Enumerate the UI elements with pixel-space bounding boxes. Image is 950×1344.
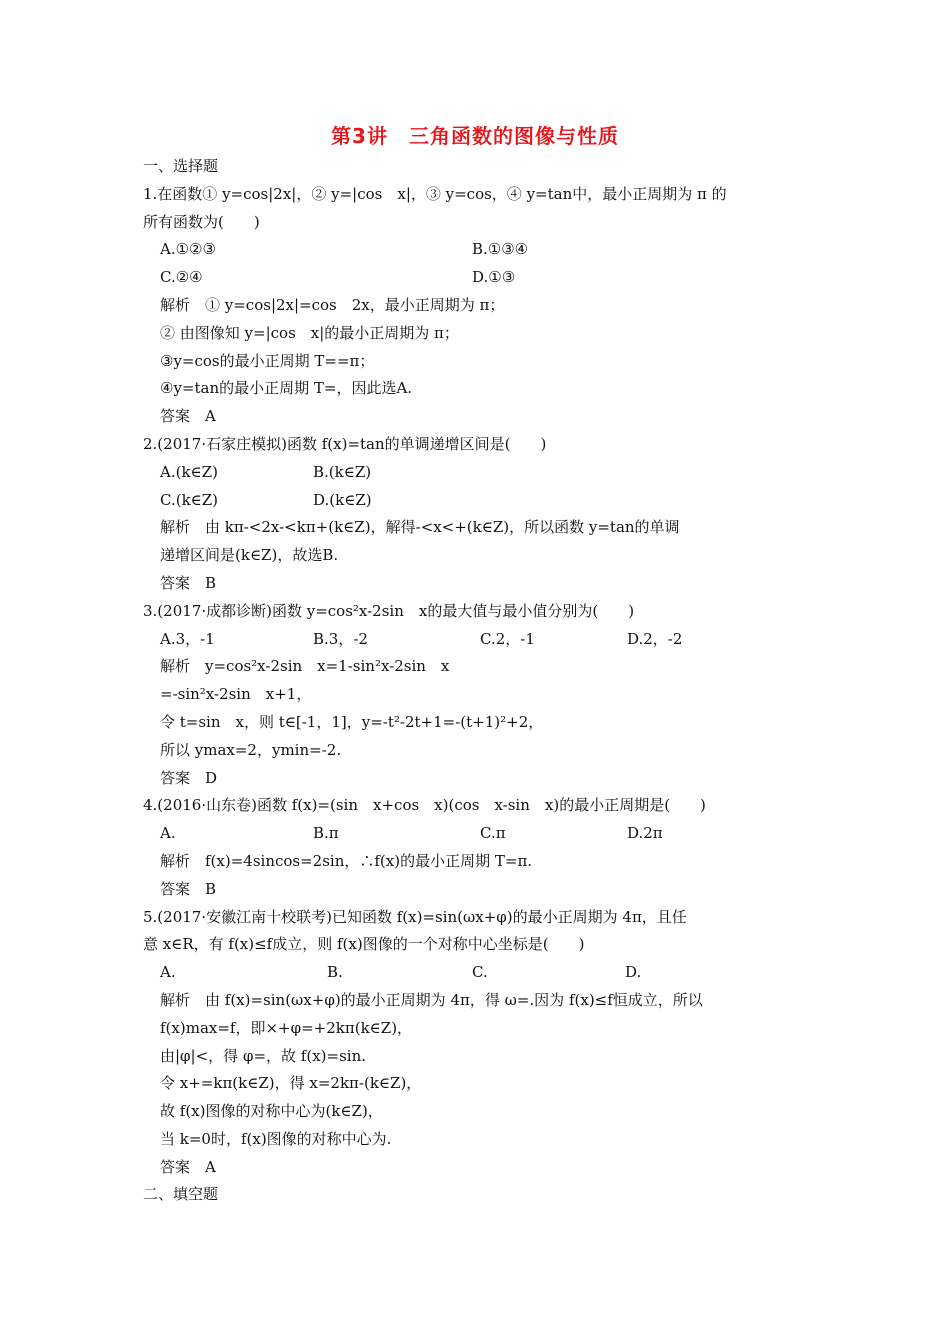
solution-line: 解析 y=cos²x-2sin x=1-sin²x-2sin x	[160, 657, 450, 676]
option-c: C.π	[480, 824, 506, 843]
option-a: A.3，-1	[160, 629, 215, 648]
option-a: A.(k∈Z)	[160, 462, 218, 481]
option-a: A.	[160, 824, 176, 843]
question-4-stem: 4.(2016·山东卷)函数 f(x)=(sin x+cos x)(cos x-sin x)的最小正周期是( )	[143, 796, 706, 815]
solution-line: 故 f(x)图像的对称中心为(k∈Z)，	[160, 1102, 383, 1121]
answer-line: 答案 D	[160, 768, 218, 787]
option-b: B.π	[313, 824, 339, 843]
section-heading: 二、填空题	[143, 1185, 219, 1204]
option-c: C.②④	[160, 268, 203, 287]
question-2-stem: 2.(2017·石家庄模拟)函数 f(x)=tan的单调递增区间是( )	[143, 434, 547, 453]
page-title: 第3讲 三角函数的图像与性质	[331, 124, 619, 148]
question-1-options-cd	[143, 264, 823, 292]
answer-line: 答案 A	[160, 1157, 216, 1176]
solution-line: 解析 ① y=cos|2x|=cos 2x，最小正周期为 π；	[160, 295, 505, 314]
solution-line: 令 x+=kπ(k∈Z)，得 x=2kπ-(k∈Z)，	[160, 1074, 422, 1093]
question-2-options-ab	[143, 459, 823, 487]
solution-line: =-sin²x-2sin x+1，	[160, 685, 312, 704]
option-d: D.(k∈Z)	[313, 490, 372, 509]
option-c: C.(k∈Z)	[160, 490, 219, 509]
solution-line: 令 t=sin x，则 t∈[-1，1]，y=-t²-2t+1=-(t+1)²+2，	[160, 712, 544, 731]
answer-line: 答案 A	[160, 407, 216, 426]
solution-line: 解析 f(x)=4sincos=2sin，∴f(x)的最小正周期 T=π.	[160, 851, 533, 870]
question-2-options-cd	[143, 487, 823, 515]
question-5-stem: 5.(2017·安徽江南十校联考)已知函数 f(x)=sin(ωx+φ)的最小正周期为 4π，且任	[143, 907, 687, 926]
option-b: B.(k∈Z)	[313, 462, 372, 481]
solution-line: 由|φ|<，得 φ=，故 f(x)=sin.	[160, 1046, 366, 1065]
question-1-stem: 1.在函数① y=cos|2x|，② y=|cos x|，③ y=cos，④ y=tan中，最小正周期为 π 的	[143, 184, 727, 203]
option-b: B.3，-2	[313, 629, 368, 648]
option-d: D.2，-2	[627, 629, 683, 648]
option-d: D.2π	[627, 824, 663, 843]
solution-line: f(x)max=f，即×+φ=+2kπ(k∈Z)，	[160, 1018, 413, 1037]
option-b: B.	[327, 963, 343, 982]
solution-line: 递增区间是(k∈Z)，故选B.	[160, 546, 339, 565]
solution-line: 解析 由 f(x)=sin(ωx+φ)的最小正周期为 4π，得 ω=.因为 f(x)≤f恒成立，所以	[160, 990, 703, 1009]
solution-line: 当 k=0时，f(x)图像的对称中心为.	[160, 1129, 392, 1148]
question-5-options	[143, 959, 823, 987]
solution-line: 解析 由 kπ-<2x-<kπ+(k∈Z)，解得-<x<+(k∈Z)，所以函数 y=tan的单调	[160, 518, 680, 537]
option-d: D.①③	[472, 268, 516, 287]
solution-line: ③y=cos的最小正周期 T==π；	[160, 351, 375, 370]
answer-line: 答案 B	[160, 879, 217, 898]
document-body	[143, 153, 823, 1209]
solution-line: 所以 ymax=2，ymin=-2.	[160, 740, 342, 759]
option-c: C.	[472, 963, 488, 982]
answer-line: 答案 B	[160, 573, 217, 592]
question-3-options	[143, 626, 823, 654]
option-a: A.①②③	[160, 240, 216, 259]
question-1-stem-cont: 所有函数为( )	[143, 212, 260, 231]
question-5-stem-cont: 意 x∈R，有 f(x)≤f成立，则 f(x)图像的一个对称中心坐标是( )	[143, 935, 585, 954]
section-heading: 一、选择题	[143, 157, 219, 175]
option-a: A.	[160, 963, 176, 982]
option-c: C.2，-1	[480, 629, 535, 648]
solution-line: ② 由图像知 y=|cos x|的最小正周期为 π；	[160, 323, 459, 342]
question-4-options	[143, 820, 823, 848]
question-1-options-ab	[143, 236, 823, 264]
option-d: D.	[625, 963, 642, 982]
solution-line: ④y=tan的最小正周期 T=，因此选A.	[160, 379, 413, 398]
question-3-stem: 3.(2017·成都诊断)函数 y=cos²x-2sin x的最大值与最小值分别为( )	[143, 601, 635, 620]
option-b: B.①③④	[472, 240, 529, 259]
